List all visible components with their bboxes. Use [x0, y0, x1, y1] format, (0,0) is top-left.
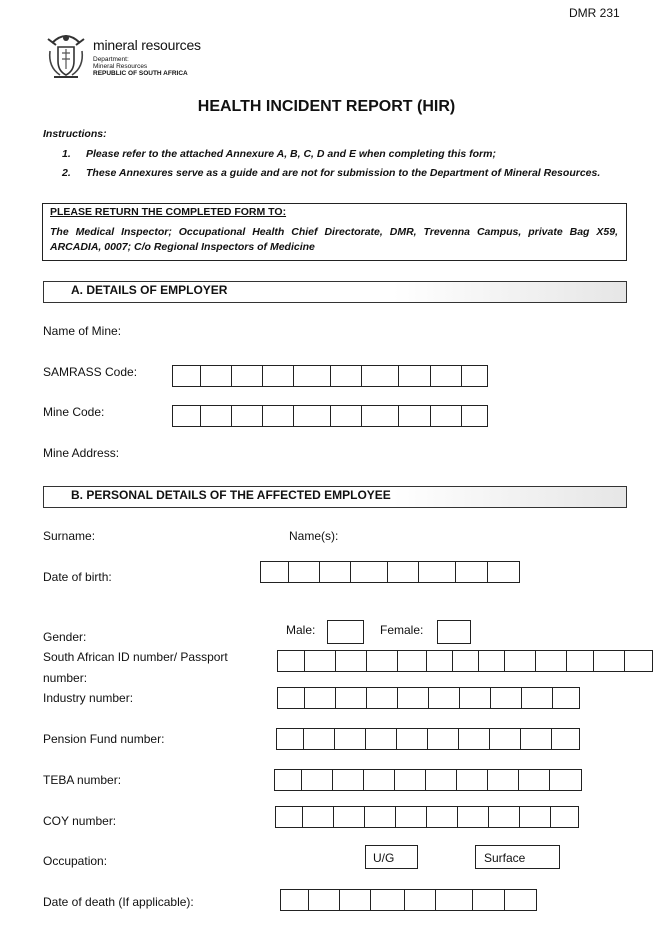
- gender-label: Gender:: [43, 630, 87, 644]
- char-box[interactable]: [280, 889, 309, 911]
- coy-number-input[interactable]: [275, 806, 579, 828]
- instruction-number: 2.: [62, 167, 71, 179]
- char-box[interactable]: [276, 728, 304, 750]
- char-box[interactable]: [172, 405, 201, 427]
- char-box[interactable]: [332, 769, 364, 791]
- instruction-text: These Annexures serve as a guide and are not for submission to the Department of Mineral Resources.: [86, 167, 601, 179]
- char-box[interactable]: [430, 405, 462, 427]
- char-box[interactable]: [394, 769, 426, 791]
- char-box[interactable]: [593, 650, 625, 672]
- char-box[interactable]: [487, 769, 519, 791]
- char-box[interactable]: [275, 806, 303, 828]
- char-box[interactable]: [490, 687, 522, 709]
- char-box[interactable]: [363, 769, 395, 791]
- industry-number-input[interactable]: [277, 687, 580, 709]
- char-box[interactable]: [624, 650, 653, 672]
- char-box[interactable]: [301, 769, 333, 791]
- char-box[interactable]: [339, 889, 371, 911]
- male-label: Male:: [286, 623, 316, 637]
- char-box[interactable]: [200, 405, 232, 427]
- char-box[interactable]: [426, 650, 453, 672]
- female-checkbox[interactable]: [437, 620, 471, 644]
- char-box[interactable]: [395, 806, 427, 828]
- instruction-number: 1.: [62, 148, 71, 160]
- char-box[interactable]: [330, 365, 362, 387]
- name-of-mine-label: Name of Mine:: [43, 324, 122, 338]
- samrass-code-input[interactable]: [172, 365, 488, 387]
- char-box[interactable]: [521, 687, 553, 709]
- char-box[interactable]: [452, 650, 479, 672]
- char-box[interactable]: [535, 650, 567, 672]
- occupation-label: Occupation:: [43, 854, 108, 868]
- char-box[interactable]: [293, 365, 331, 387]
- char-box[interactable]: [461, 365, 488, 387]
- char-box[interactable]: [262, 365, 294, 387]
- department-line-1: Department:: [93, 56, 129, 63]
- char-box[interactable]: [262, 405, 294, 427]
- pension-fund-number-label: Pension Fund number:: [43, 732, 165, 746]
- char-box[interactable]: [333, 806, 365, 828]
- char-box[interactable]: [398, 365, 431, 387]
- char-box[interactable]: [288, 561, 320, 583]
- date-of-birth-label: Date of birth:: [43, 570, 112, 584]
- char-box[interactable]: [397, 650, 427, 672]
- id-number-label-line-1: South African ID number/ Passport: [43, 650, 228, 664]
- char-box[interactable]: [456, 769, 488, 791]
- char-box[interactable]: [387, 561, 419, 583]
- date-of-birth-input[interactable]: [260, 561, 520, 583]
- char-box[interactable]: [398, 405, 431, 427]
- char-box[interactable]: [330, 405, 362, 427]
- char-box[interactable]: [418, 561, 456, 583]
- id-number-input[interactable]: [277, 650, 653, 672]
- char-box[interactable]: [304, 650, 336, 672]
- department-line-2: Mineral Resources: [93, 63, 148, 70]
- char-box[interactable]: [231, 365, 263, 387]
- id-number-label-line-2: number:: [43, 671, 88, 685]
- char-box[interactable]: [274, 769, 302, 791]
- char-box[interactable]: [426, 806, 458, 828]
- mine-address-label: Mine Address:: [43, 446, 120, 460]
- department-name: mineral resources: [93, 37, 201, 53]
- pension-fund-number-input[interactable]: [276, 728, 580, 750]
- coat-of-arms-icon: [44, 29, 88, 81]
- char-box[interactable]: [350, 561, 388, 583]
- char-box[interactable]: [425, 769, 457, 791]
- char-box[interactable]: [461, 405, 488, 427]
- date-of-death-label: Date of death (If applicable):: [43, 895, 194, 909]
- char-box[interactable]: [396, 728, 428, 750]
- teba-number-label: TEBA number:: [43, 773, 122, 787]
- char-box[interactable]: [458, 728, 490, 750]
- char-box[interactable]: [277, 650, 305, 672]
- samrass-code-label: SAMRASS Code:: [43, 365, 138, 379]
- male-checkbox[interactable]: [327, 620, 364, 644]
- char-box[interactable]: [472, 889, 505, 911]
- teba-number-input[interactable]: [274, 769, 582, 791]
- char-box[interactable]: [459, 687, 491, 709]
- char-box[interactable]: [302, 806, 334, 828]
- char-box[interactable]: [520, 728, 552, 750]
- ug-option-label: U/G: [373, 851, 395, 865]
- instruction-text: Please refer to the attached Annexure A, B, C, D and E when completing this form;: [86, 148, 496, 160]
- char-box[interactable]: [260, 561, 289, 583]
- date-of-death-input[interactable]: [280, 889, 537, 911]
- char-box[interactable]: [504, 889, 537, 911]
- names-label: Name(s):: [289, 529, 339, 543]
- char-box[interactable]: [308, 889, 340, 911]
- char-box[interactable]: [361, 405, 399, 427]
- char-box[interactable]: [335, 687, 367, 709]
- char-box[interactable]: [455, 561, 488, 583]
- char-box[interactable]: [489, 728, 521, 750]
- char-box[interactable]: [430, 365, 462, 387]
- char-box[interactable]: [365, 728, 397, 750]
- char-box[interactable]: [427, 728, 459, 750]
- mine-code-input[interactable]: [172, 405, 488, 427]
- char-box[interactable]: [334, 728, 366, 750]
- mine-code-label: Mine Code:: [43, 405, 105, 419]
- char-box[interactable]: [200, 365, 232, 387]
- char-box[interactable]: [428, 687, 460, 709]
- char-box[interactable]: [435, 889, 473, 911]
- char-box[interactable]: [370, 889, 405, 911]
- instructions-heading: Instructions:: [43, 128, 107, 140]
- char-box[interactable]: [364, 806, 396, 828]
- coy-number-label: COY number:: [43, 814, 117, 828]
- char-box[interactable]: [397, 687, 429, 709]
- surname-label: Surname:: [43, 529, 96, 543]
- char-box[interactable]: [478, 650, 505, 672]
- char-box[interactable]: [319, 561, 351, 583]
- char-box[interactable]: [488, 806, 520, 828]
- char-box[interactable]: [504, 650, 536, 672]
- char-box[interactable]: [549, 769, 582, 791]
- char-box[interactable]: [231, 405, 263, 427]
- char-box[interactable]: [277, 687, 305, 709]
- char-box[interactable]: [551, 728, 580, 750]
- char-box[interactable]: [293, 405, 331, 427]
- char-box[interactable]: [518, 769, 550, 791]
- female-label: Female:: [380, 623, 424, 637]
- section-b-title: B. PERSONAL DETAILS OF THE AFFECTED EMPLOYEE: [71, 488, 391, 502]
- char-box[interactable]: [550, 806, 579, 828]
- char-box[interactable]: [457, 806, 489, 828]
- char-box[interactable]: [566, 650, 594, 672]
- char-box[interactable]: [361, 365, 399, 387]
- section-a-title: A. DETAILS OF EMPLOYER: [71, 283, 228, 297]
- return-to-address-line-1: The Medical Inspector; Occupational Health Chief Directorate, DMR, Trevenna Campus, private Bag X59,: [50, 226, 618, 238]
- char-box[interactable]: [552, 687, 580, 709]
- char-box[interactable]: [487, 561, 520, 583]
- return-to-heading: PLEASE RETURN THE COMPLETED FORM TO:: [50, 206, 287, 218]
- char-box[interactable]: [303, 728, 335, 750]
- char-box[interactable]: [172, 365, 201, 387]
- return-to-address-line-2: ARCADIA, 0007; C/o Regional Inspectors of Medicine: [50, 241, 315, 253]
- industry-number-label: Industry number:: [43, 691, 134, 705]
- char-box[interactable]: [366, 650, 398, 672]
- char-box[interactable]: [366, 687, 398, 709]
- department-line-3: REPUBLIC OF SOUTH AFRICA: [93, 70, 188, 77]
- char-box[interactable]: [404, 889, 436, 911]
- form-title: HEALTH INCIDENT REPORT (HIR): [197, 98, 456, 115]
- surface-option-label: Surface: [484, 851, 526, 865]
- char-box[interactable]: [519, 806, 551, 828]
- char-box[interactable]: [335, 650, 367, 672]
- char-box[interactable]: [304, 687, 336, 709]
- form-code: DMR 231: [569, 6, 620, 20]
